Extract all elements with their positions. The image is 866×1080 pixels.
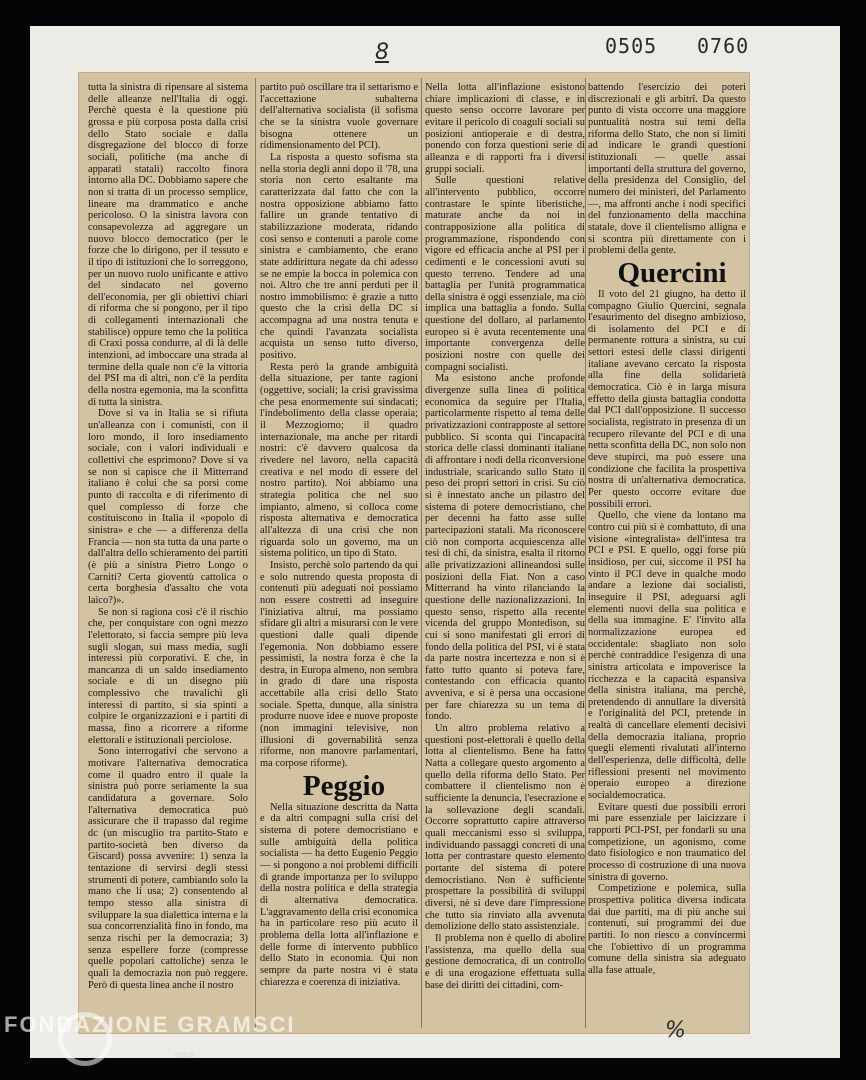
paragraph: Insisto, perchè solo partendo da qui e solo nutrendo questa proposta di contenuti più adeguati noi possiamo non essere costretti ad inseguire l'iniziativa altrui, ma possiamo sfidare gli altri a misurarsi con le vere questioni dalle quali dipende l'egemonia. Non dobbiamo essere pessimisti, la nostra forza è che la destra, in Europa almeno, non sembra in grado di dare una risposta accettabile alla crisi dello Stato sociale. Spetta, dunque, alla sinistra produrre nuove idee e nuove proposte (non immagini televisive, non illusioni di governabilità senza riforme, non manovre parlamentari, ma corpose riforme). xyxy=(260,559,418,770)
heading-quercini: Quercini xyxy=(617,256,727,289)
paragraph: tutta la sinistra di ripensare al sistema delle alleanze nell'Italia di oggi. Perchè questa è la questione più grossa e più corposa posta dalla crisi dello Stato sociale e dalla disgregazione del blocco di forze sociali, politiche (ma anche di apparati statali) raccolto finora intorno alla DC. Dobbiamo sapere che non si tratta di un processo semplice, lineare ma drammatico e anche pericoloso. O la sinistra lavora con consapevolezza ad aggregare un nuovo blocco democratico (per le forze che lo dirigono, per il tessuto e il tipo di istituzioni che lo sorreggono, per un nuovo ruolo unificante e attivo del sindacato nel governo dell'economia, per gli obiettivi chiari di riforma che si pongono, per il tipo di collegamenti internazionali che stabilisce) oppure temo che la politica di Craxi possa condurre, al di là delle intenzioni, ad imboccare una strada al termine della quale non c'è la vittoria del PSI ma di altri, non c'è la perdita della nostra egemonia, ma la sconfitta di tutta la sinistra. xyxy=(88,82,248,408)
watermark-brand: FONDAZIONE GRAMSCI xyxy=(4,1012,296,1037)
paragraph: La risposta a questo sofisma sta nella storia degli anni dopo il '78, una storia non certo esaltante ma caratterizzata dal fatto che con la nostra opposizione abbiamo fatto fallire un grande tentativo di stabilizzazione moderata, ridando così senso e contenuti a parole come sinistra e cambiamento, che erano state addirittura negate da chi adesso se ne empie la bocca in polemica con noi. Altro che tre anni perduti per il nostro immobilismo: è grazie a tutto questo che la crisi della DC si accompagna ad una nostra tenuta e che quindi l'avanzata socialista acquista un senso tutto diverso, positivo. xyxy=(260,151,418,362)
paragraph: Un altro problema relativo a questioni post-elettorali è quello della lotta al clientelismo. Bene ha fatto Natta a collegare questo argomento a quello della riforma dello Stato. Per combattere il clientelismo non è sufficiente la denuncia, l'esecrazione e la sollevazione degli scandali. Occorre soprattutto capire attraverso quali meccanismi esso si sviluppa, individuando passaggi concreti di una lotta per contrastare questo elemento portante del sistema di potere democristiano. Non è sufficiente prospettare la possibilità di sviluppi diversi, nè si deve dare l'impressione che tutto sia rinviato alla avvenuta demolizione dello stato assistenziale. xyxy=(425,723,585,933)
paragraph: Quello, che viene da lontano ma contro cui più si è combattuto, di una visione «integralista» dell'intesa tra PCI e PSI. E quello, oggi forse più insidioso, per cui, siccome il PSI ha vinto il PCI deve in qualche modo andare a lezione dai socialisti, inseguire il PSI, adeguarsi agli elementi nuovi della sua politica e della sua immagine. E' l'invito alla normalizzazione europea ed occidentale: sbagliato non solo perchè contraddice l'esigenza di una sinistra articolata e impoverisce la ricchezza e la capacità espansiva della sinistra italiana, ma perchè, pretendendo di annullare la diversità e l'originalità del PCI, pretende in realtà di cancellare elementi decisivi della democrazia italiana, proprio quegli elementi rivalutati all'interno dell'esperienza, delle difficoltà, delle riflessioni presenti nel movimento operaio europeo a direzione socialdemocratica. xyxy=(588,510,746,802)
column-rule xyxy=(585,78,586,1028)
paragraph: Dove si va in Italia se si rifiuta un'alleanza con i comunisti, con il loro mondo, il loro insediamento sociale, con i valori individuali e collettivi che esprimono? Dove si va se non si capisce che il Mitterrand italiano è colui che sa porsi come punto di raccolta e di riferimento di quel complesso di forze che costituiscono in Italia il «popolo di sinistra» e che — a differenza della Francia — non sta tutta da una parte o dall'altra dello schieramento dei partiti (è più a sinistra Pietro Longo o Carniti? Certa gioventù cattolica o certa borghesia d'assalto che vota laico?)». xyxy=(88,408,248,606)
archive-code-2: 0760 xyxy=(697,34,750,58)
page-number: 8 xyxy=(375,40,389,65)
paragraph: Nella lotta all'inflazione esistono chiare implicazioni di classe, e in questo senso occorre lavorare per evitare il pericolo di coaguli sociali su posizioni antioperaie e di destra, ponendo con forza questioni serie di alleanza e di rapporti fra i diversi gruppi sociali. xyxy=(425,82,585,175)
article-column-2 xyxy=(260,82,418,1037)
paragraph: battendo l'esercizio dei poteri discrezionali e gli arbitrî. Da questo punto di vista occorre una maggiore puntualità nostra sui temi della riforma dello Stato, che non si limiti ad indicare le grandi questioni istituzionali — quelle assai importanti della struttura del governo, della presidenza del Consiglio, del numero dei ministeri, del Parlamento —, ma affronti anche i nodi specifici del funzionamento della macchina statale, dove il clientelismo alligna e si scontra più direttamente con i problemi della gente. xyxy=(588,82,746,257)
column-rule xyxy=(255,78,256,1028)
handwritten-mark: % xyxy=(665,1018,686,1043)
paragraph: Nella situazione descritta da Natta e da altri compagni sulla crisi del sistema di potere democristiano e sulle ambiguità della politica socialista — ha detto Eugenio Peggio — si pongono a noi problemi difficili di grande importanza per lo sviluppo della nostra politica e della strategia di alternativa democratica. L'aggravamento della crisi economica ha in particolare reso più acuto il problema della lotta all'inflazione e delle forme di intervento pubblico dello Stato in economia. Qui non sempre da parte nostra vi è stata chiarezza e coerenza di iniziativa. xyxy=(260,801,418,988)
paragraph: Il voto del 21 giugno, ha detto il compagno Giulio Quercini, segnala l'esaurimento del disegno ambizioso, di isolamento del PCI e di permanente rottura a sinistra, su cui settori estesi delle classi dirigenti italiane avevano cercato la risposta alla fine della solidarietà democratica. Ciò è in larga misura effetto della giusta battaglia condotta dal PCI dall'opposizione. Il successo socialista, registrato in presenza di un recupero rilevante del PCI e di una netta sconfitta della DC, non solo non deve stupirci, ma può essere una condizione che facilita la prospettiva nostra di un'alternativa democratica. Per questo occorre evitare due possibili errori. xyxy=(588,288,746,510)
paragraph: Sulle questioni relative all'intervento pubblico, occorre contrastare le spinte liberistiche, maturate anche da noi in contrapposizione alla politica di programmazione, rispondendo con vigore ed efficacia anche al PSI per i cedimenti e le concessioni avuti su questo terreno. Tendere ad una battaglia per l'unità programmatica della sinistra è oggi essenziale, ma ciò implica una battaglia a fondo. Sulla questione del dollaro, al parlamento europeo si è avuta recentemente una importante convergenza delle posizioni nostre con quelle dei compagni socialisti. xyxy=(425,175,585,373)
paragraph: Se non si ragiona così c'è il rischio che, per conquistare con ogni mezzo l'elettorato, si faccia sempre più leva sugli slogan, sui mass media, sugli interessi più corporativi. E che, in mancanza di un saldo insediamento sociale e di un disegno più complessivo che travalichi gli interessi di partito, si sia spinti a colpire le organizzazioni e i partiti di massa, fino a ricorrere a riforme elettorali e istituzionali perciolose. xyxy=(88,606,248,746)
article-column-1 xyxy=(88,82,248,1037)
paragraph: partito può oscillare tra il settarismo e l'accettazione subalterna dell'alternativa socialista (il sofisma che se la sinistra vuole governare bisogna ottenere un ridimensionamento del PCI). xyxy=(260,82,418,152)
paragraph: Il problema non è quello di abolire l'assistenza, ma quello della sua gestione democratica, di un controllo e di una erogazione effettuata sulla base dei diritti dei cittadini, com- xyxy=(425,932,585,991)
paragraph: Competizione e polemica, sulla prospettiva politica diversa indicata dai due partiti, ma di più anche sui contenuti, sui programmi dei due partiti. Io non riesco a convincermi che l'obiettivo di un programma comune della sinistra sia adeguato alla fase attuale, xyxy=(588,883,746,976)
paragraph: Resta però la grande ambiguità della situazione, per tante ragioni (oggettive, sociali; la crisi gravissima che pesa enormemente sui sindacati; l'indebolimento della classe operaia; il Mezzogiorno; il quadro internazionale, ma anche per ritardi nostri: c'è davvero qualcosa da rivedere nel lavoro, nella capacità creativa e nel modo di essere del nostro partito). Noi abbiamo una strategia politica che nel suo impianto, almeno, si colloca come risposta alternativa e democratica all'altezza di una crisi che non riguarda solo un governo, ma un sistema politico, un tipo di Stato. xyxy=(260,361,418,560)
archive-code-1: 0505 xyxy=(605,34,658,58)
heading-peggio: Peggio xyxy=(302,769,386,802)
article-column-4 xyxy=(588,82,746,1012)
article-column-3 xyxy=(425,82,585,1037)
paragraph: Sono interrogativi che servono a motivare l'alternativa democratica come il quadro entro il quale la sinistra può porre seriamente la sua candidatura a governare. Solo l'alternativa democratica può assicurare che il trapasso dal regime dc (un miscuglio tra partito-Stato e partito-società ben diverso da Giscard) possa avvenire: 1) senza la tentazione di servirsi degli stessi strumenti di potere, cambiando solo la mano che li usa; 2) consentendo al tempo stesso alla sinistra di sviluppare la sua dialettica interna e la sua concorrenzialità fino in fondo, ma senza rischi per la democrazia; 3) senza espellere forze (compresse quelle popolari cattoliche) senza le quali la democrazia non può reggere. Però di questa linea anche il nostro xyxy=(88,746,248,991)
watermark-sub: onlus xyxy=(175,1050,195,1059)
paragraph: Evitare questi due possibili errori mi pare essenziale per laicizzare i rapporti PCI-PSI, per fondarli su una competizione, un agonismo, come dato fisiologico e non traumatico del processo di costruzione di una nuova sinistra di governo. xyxy=(588,801,746,883)
paragraph: Ma esistono anche profonde divergenze sulla linea di politica economica da seguire per l'Italia, particolarmente rispetto al tema delle privatizzazioni contrapposte al settore pubblico. Si sconta qui l'incapacità storica delle classi dominanti italiane di affrontare i nodi della riconversione industriale, scaricando sullo Stato il peso dei propri settori in crisi. Su ciò si è innestato anche un pilastro del sistema di potere democristiano, che per decenni ha fatto asse sulle partecipazioni statali. Ma riconoscere ciò non comporta acquiescenza alle tesi di chi, da sinistra, esalta il ritorno alle privatizzazioni allineandosi sulle posizioni della Fiat. Non a caso Mitterrand ha vinto rilanciando la questione delle nazionalizzazioni. In questo senso, rispetto alla recente vicenda del gruppo Montedison, su cui si sono manifestati gli errori di fondo della politica del PSI, vi è stata da parte nostra incertezza e non si è fatto tutto quanto si poteva fare, contestando con efficacia quanto avveniva, e si è persa una occasione per fare chiarezza su un tema di fondo. xyxy=(425,373,585,723)
column-rule xyxy=(421,78,422,1028)
